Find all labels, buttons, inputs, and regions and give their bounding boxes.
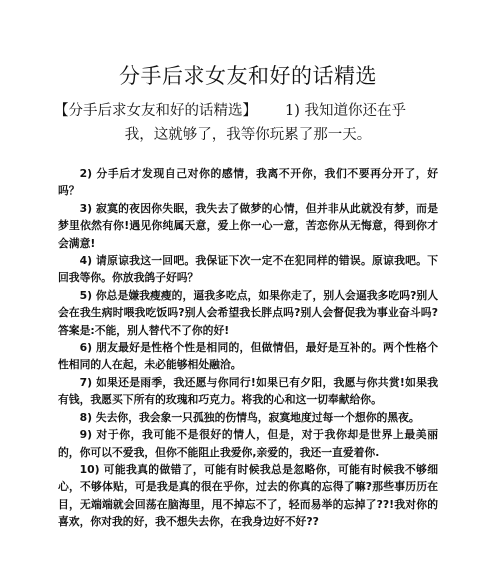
quote-list xyxy=(58,165,438,531)
intro-bracket-heading: 【分手后求女友和好的话精选】 xyxy=(54,103,257,119)
intro-line-1 xyxy=(54,99,438,123)
intro-first-quote: 1) 我知道你还在乎 xyxy=(285,103,406,119)
quote-paragraph-8: 8) 失去你，我会象一只孤独的伤情鸟，寂寞地度过每一个想你的黑夜。 xyxy=(79,410,420,424)
quote-paragraph-5: 5) 你总是嫌我瘦瘦的，逼我多吃点，如果你走了，别人会逼我多吃吗?别人会在我生病时喂我吃饭吗?别人会希望我长胖点吗?别人会督促我为事业奋斗吗?答案是:不能，别人替代不了你的好! xyxy=(58,288,438,337)
quote-paragraph-6: 6) 朋友最好是性格个性是相同的，但做情侣，最好是互补的。两个性格个性相同的人在起，未必能够相处融洽。 xyxy=(58,341,438,372)
quote-paragraph-10: 10) 可能我真的做错了，可能有时候我总是忽略你，可能有时候我不够细心，不够体贴，可是我是真的很在乎你，过去的你真的忘得了嘛?那些事历历在目，无端端就会回荡在脑海里，甩不掉忘不了，轻而易举的忘掉了??!我对你的喜欢，你对我的好，我不想失去你，在我身边好不好?? xyxy=(58,462,438,529)
quote-paragraph-7: 7) 如果还是雨季，我还愿与你同行!如果已有夕阳，我愿与你共赏!如果我有钱，我愿买下所有的玫瑰和巧克力。将我的心和这一切奉献给你。 xyxy=(58,375,438,407)
intro-block xyxy=(54,99,438,147)
document-title: 分手后求女友和好的话精选 xyxy=(119,64,377,88)
quote-paragraph-4: 4) 请原谅我这一回吧。我保证下次一定不在犯同样的错误。原谅我吧。下回我等你。你放我鸽子好吗？ xyxy=(58,254,438,285)
quote-paragraph-2: 2) 分手后才发现自己对你的感情，我离不开你，我们不要再分开了，好吗？ xyxy=(58,167,438,198)
quote-paragraph-3: 3) 寂寞的夜因你失眠，我失去了做梦的心情，但并非从此就没有梦，而是梦里依然有你!遇见你纯属天意，爱上你一心一意，苦恋你从无悔意，得到你才会满意! xyxy=(58,201,438,250)
intro-line-2: 我，这就够了，我等你玩累了那一天。 xyxy=(124,127,372,143)
quote-paragraph-9: 9) 对于你，我可能不是很好的情人，但是，对于我你却是世界上最美丽的，你可以不爱我，但你不能阻止我爱你,亲爱的，我还一直爱着你. xyxy=(58,428,438,459)
